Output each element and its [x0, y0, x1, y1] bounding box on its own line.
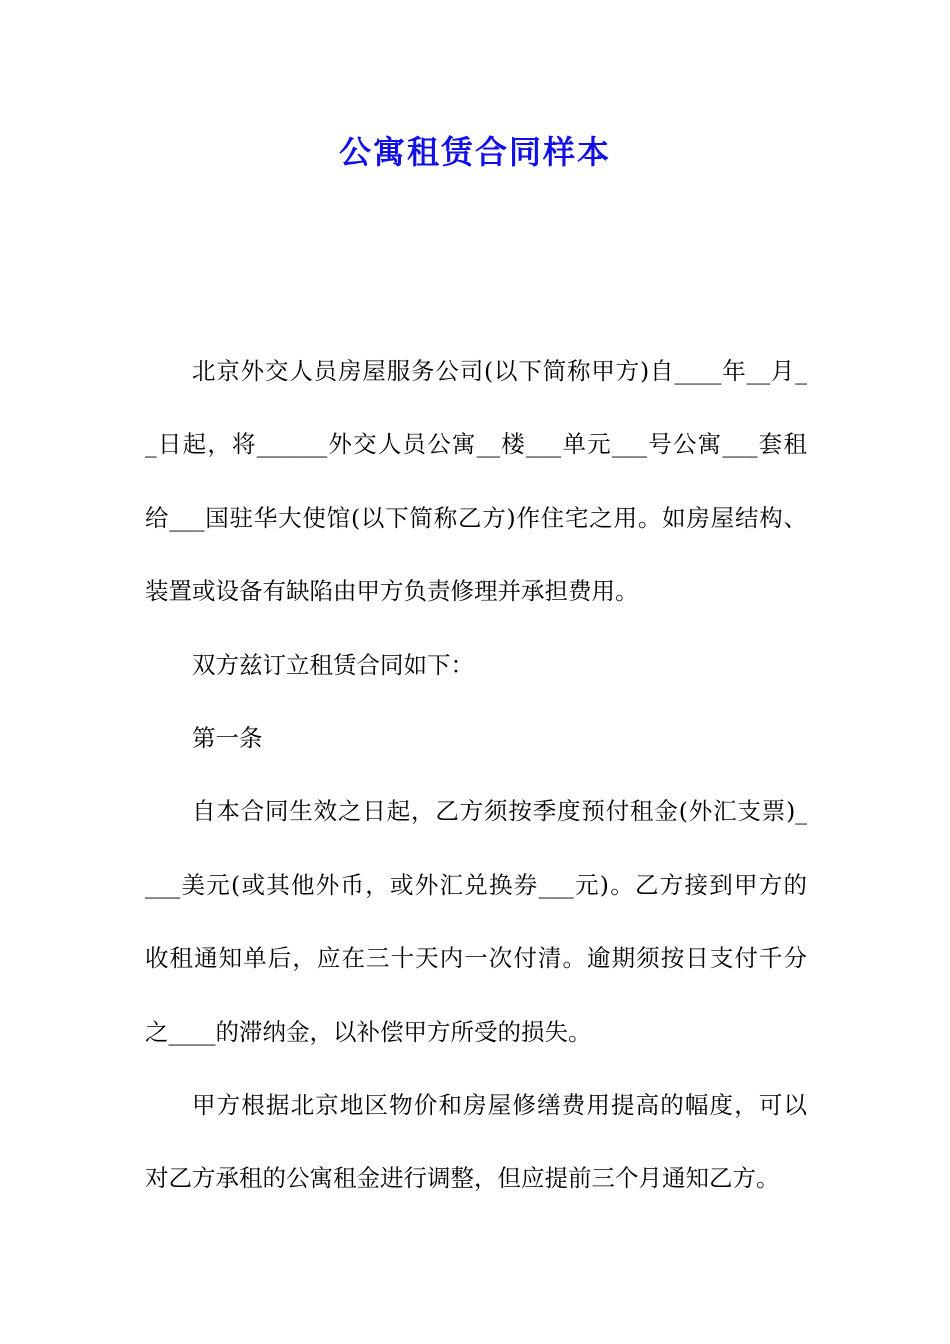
document-body	[145, 335, 807, 1216]
paragraph-line: 之____的滞纳金，以补偿甲方所受的损失。	[145, 1017, 592, 1046]
paragraph-line: 甲方根据北京地区物价和房屋修缮费用提高的幅度，可以	[192, 1091, 807, 1120]
paragraph-line: _日起，将______外交人员公寓__楼___单元___号公寓___套租	[145, 430, 807, 459]
article-heading: 第一条	[192, 724, 263, 753]
paragraph-line: ___美元(或其他外币，或外汇兑换券___元)。乙方接到甲方的	[145, 870, 807, 899]
paragraph-line: 自本合同生效之日起，乙方须按季度预付租金(外汇支票)_	[192, 797, 807, 826]
paragraph-line: 收租通知单后，应在三十天内一次付清。逾期须按日支付千分	[145, 944, 807, 973]
paragraph-line: 北京外交人员房屋服务公司(以下简称甲方)自____年__月_	[192, 357, 807, 385]
paragraph-line: 对乙方承租的公寓租金进行调整，但应提前三个月通知乙方。	[145, 1164, 780, 1193]
paragraph-line: 装置或设备有缺陷由甲方负责修理并承担费用。	[145, 577, 639, 606]
paragraph-line: 双方兹订立租赁合同如下：	[192, 650, 474, 679]
paragraph-line: 给___国驻华大使馆(以下简称乙方)作住宅之用。如房屋结构、	[145, 503, 807, 532]
document-title: 公寓租赁合同样本	[338, 133, 611, 171]
